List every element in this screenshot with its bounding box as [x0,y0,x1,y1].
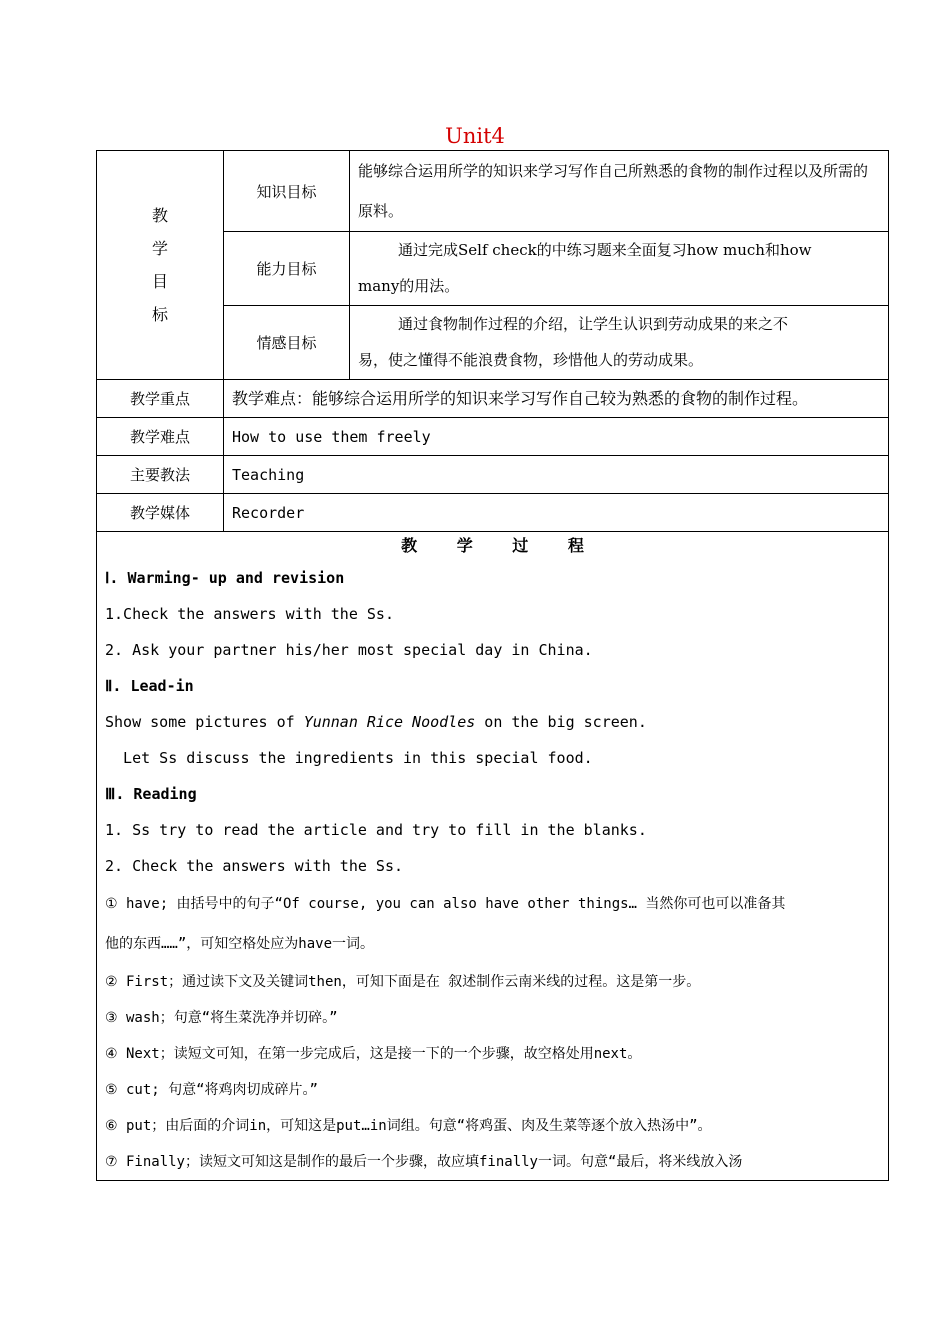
objectives-header-char: 教 [151,206,168,225]
lesson-plan-table [96,150,889,1181]
answer-line: ② First；通过读下文及关键词then，可知下面是在 叙述制作云南米线的过程。这是第一步。 [105,974,701,990]
process-line: 1.Check the answers with the Ss. [105,605,394,623]
process-line: 1. Ss try to read the article and try to fill in the blanks. [105,821,647,839]
ability-objective-line: many的用法。 [358,277,460,295]
ability-objective-line: 通过完成Self check的中练习题来全面复习how much和how [398,241,812,259]
knowledge-objective-text: 能够综合运用所学的知识来学习写作自己所熟悉的食物的制作过程以及所需的原料。 [350,151,889,232]
method-value: Teaching [224,456,889,494]
answer-line: ① have; 由括号中的句子“Of course, you can also have other things… 当然你可也可以准备其 [105,896,786,912]
objectives-header-char: 标 [151,305,168,324]
process-line: 2. Check the answers with the Ss. [105,857,404,875]
answer-line: ⑤ cut; 句意“将鸡肉切成碎片。” [105,1082,318,1098]
process-line: 2. Ask your partner his/her most special day in China. [105,641,593,659]
section-heading-lead-in: Ⅱ. Lead-in [105,677,194,695]
ability-objective-label: 能力目标 [224,232,350,306]
answer-line: ⑥ put；由后面的介词in，可知这是put…in词组。句意“将鸡蛋、肉及生菜等逐个放入热汤中”。 [105,1118,712,1134]
answer-line: 他的东西……”，可知空格处应为have一词。 [105,936,375,952]
key-points-label: 教学重点 [97,380,224,418]
ability-objective-text [350,232,889,306]
objectives-header-char: 目 [151,272,168,291]
emotion-objective-line: 通过食物制作过程的介绍，让学生认识到劳动成果的来之不 [398,315,789,333]
process-text: Show some pictures of [105,713,304,731]
page-title: Unit4 [445,124,505,148]
process-text: on the big screen. [475,713,647,731]
emotion-objective-text [350,306,889,380]
difficulties-label: 教学难点 [97,418,224,456]
knowledge-objective-label: 知识目标 [224,151,350,232]
food-name: Yunnan Rice Noodles [303,713,476,731]
process-heading: 教 学 过 程 [401,536,584,555]
key-points-value: 教学难点：能够综合运用所学的知识来学习写作自己较为熟悉的食物的制作过程。 [224,380,889,418]
section-heading-warming: Ⅰ. Warming- up and revision [105,569,345,587]
answer-line: ④ Next；读短文可知，在第一步完成后，这是接一下的一个步骤，故空格处用next。 [105,1046,642,1062]
answer-line: ③ wash；句意“将生菜洗净并切碎。” [105,1010,338,1026]
media-label: 教学媒体 [97,494,224,532]
answer-line: ⑦ Finally；读短文可知这是制作的最后一个步骤，故应填finally一词。句意“最后，将米线放入汤 [105,1154,743,1170]
difficulties-value: How to use them freely [224,418,889,456]
emotion-objective-label: 情感目标 [224,306,350,380]
objectives-header-char: 学 [151,239,168,258]
process-line [105,704,880,740]
objectives-header [97,151,224,380]
emotion-objective-line: 易，使之懂得不能浪费食物，珍惜他人的劳动成果。 [358,351,704,369]
teaching-process-cell [97,532,889,1181]
process-line: Let Ss discuss the ingredients in this special food. [105,749,593,767]
section-heading-reading: Ⅲ. Reading [105,785,197,803]
method-label: 主要教法 [97,456,224,494]
media-value: Recorder [224,494,889,532]
